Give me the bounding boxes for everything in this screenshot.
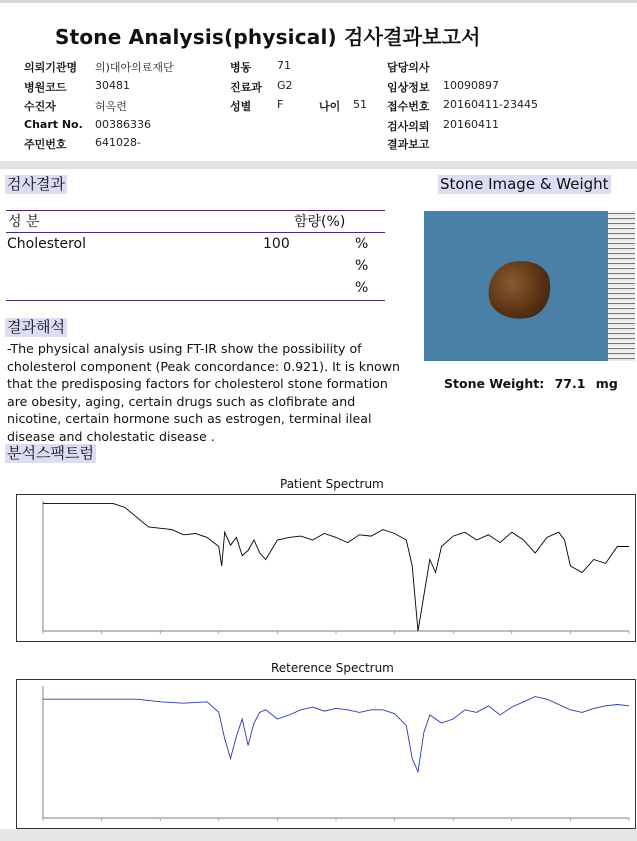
row-unit: % — [355, 258, 369, 274]
stone-weight — [444, 376, 624, 391]
spectrum-heading: 분석스팩트럼 — [7, 444, 94, 462]
row-amount: 100 — [263, 236, 290, 252]
value-clinical-info: 10090897 — [443, 79, 499, 92]
value-age: 51 — [353, 98, 367, 111]
axis-lines — [43, 686, 629, 818]
value-chart-no: 00386336 — [95, 118, 151, 131]
row-unit: % — [355, 280, 369, 296]
reference-spectrum-title: Reterence Spectrum — [271, 661, 394, 675]
col-component-header: 성 분 — [8, 214, 40, 230]
col-amount-header: 함량(%) — [294, 214, 346, 230]
interpretation-heading: 결과해석 — [7, 318, 65, 336]
patient-spectrum-title: Patient Spectrum — [280, 477, 384, 491]
top-rule — [0, 0, 637, 3]
patient-spectrum-svg — [17, 495, 635, 641]
row-component: Cholesterol — [7, 236, 87, 252]
stone-specimen — [483, 255, 557, 325]
label-request-date: 검사의뢰 — [387, 120, 430, 133]
report-title: Stone Analysis(physical) 검사결과보고서 — [55, 25, 481, 49]
label-hospital-code: 병원코드 — [24, 81, 67, 94]
stone-weight-value: 77.1 — [554, 376, 586, 391]
value-ward: 71 — [277, 59, 291, 72]
value-department: G2 — [277, 79, 293, 92]
value-patient-name: 허옥련 — [95, 100, 127, 113]
ruler-scale — [608, 211, 635, 361]
header-separator — [0, 161, 637, 169]
value-receipt-no: 20160411-23445 — [443, 98, 538, 111]
spectrum-line — [43, 697, 629, 772]
label-receipt-no: 접수번호 — [387, 100, 430, 113]
stone-image-heading: Stone Image & Weight — [440, 175, 609, 193]
label-institution: 의뢰기관명 — [24, 61, 78, 74]
label-chart-no: Chart No. — [24, 118, 83, 131]
results-heading: 검사결과 — [7, 175, 65, 193]
interpretation-text: -The physical analysis using FT-IR show the possibility of cholesterol component (Peak concordance: 0.921). It is known that the predisposing factors for cholesterol stone formation are obesity, aging, certain drugs such as clofibrate and nicotine, certain hormone such as estrogen, terminal ileal disease and cholestatic disease . — [7, 341, 401, 444]
axis-lines — [43, 501, 629, 631]
row-unit: % — [355, 236, 369, 252]
reference-spectrum-svg — [17, 680, 635, 828]
table-header-rule — [6, 232, 385, 233]
value-hospital-code: 30481 — [95, 79, 130, 92]
value-resident-no: 641028- — [95, 136, 141, 149]
label-doctor: 담당의사 — [387, 61, 430, 74]
label-department: 진료과 — [230, 81, 262, 94]
stone-photo — [424, 211, 635, 361]
label-age: 나이 — [319, 100, 341, 113]
label-report-date: 결과보고 — [387, 138, 430, 151]
table-bottom-rule — [6, 300, 385, 301]
label-sex: 성별 — [230, 100, 252, 113]
reference-spectrum-chart — [16, 679, 636, 829]
spectrum-line — [43, 504, 629, 631]
value-request-date: 20160411 — [443, 118, 499, 131]
label-resident-no: 주민번호 — [24, 138, 67, 151]
value-sex: F — [277, 98, 284, 111]
label-clinical-info: 임상정보 — [387, 81, 430, 94]
patient-spectrum-chart — [16, 494, 636, 642]
label-patient-name: 수진자 — [24, 100, 56, 113]
bottom-bar — [0, 829, 637, 841]
stone-weight-label: Stone Weight: — [444, 376, 545, 391]
label-ward: 병동 — [230, 61, 252, 74]
stone-weight-unit: mg — [595, 376, 618, 391]
value-institution: 의)대아의료재단 — [95, 61, 174, 74]
